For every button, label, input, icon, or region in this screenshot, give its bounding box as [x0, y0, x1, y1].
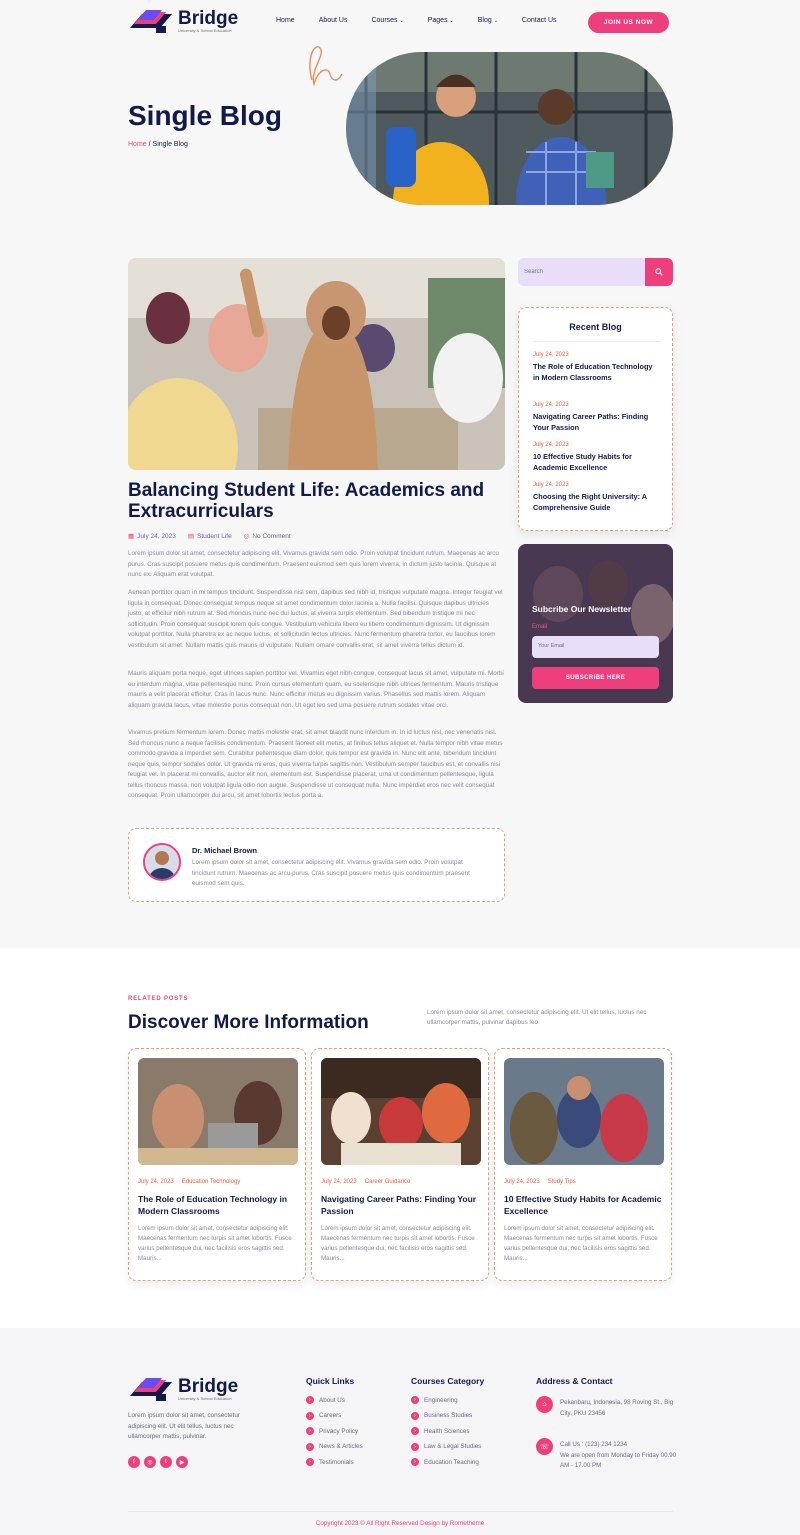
chevron-right-icon: ›: [306, 1427, 314, 1435]
footer-address-text: Pekanbaru, Indonesia, 98 Roving St., Big City, PKU 23456: [560, 1399, 674, 1417]
related-card[interactable]: [311, 1048, 489, 1281]
recent-post-date: July 24, 2023: [533, 402, 569, 408]
related-card-image: [138, 1058, 298, 1165]
recent-post-title[interactable]: The Role of Education Technology in Modern Classrooms: [533, 362, 653, 382]
footer-link[interactable]: [411, 1443, 484, 1451]
footer-hours-text: We are open from Monday to Friday 00.90 AM - 17.00 PM: [560, 1451, 677, 1469]
chevron-right-icon: ›: [306, 1458, 314, 1466]
author-avatar: [143, 843, 181, 881]
search-input[interactable]: [518, 258, 645, 286]
footer-link[interactable]: [306, 1396, 363, 1404]
post-paragraph-3: Mauris aliquam porta neque, eget ultrices sapien porttitor vel. Vivamus eget nibh congue, consequat lacus sit amet, vulputate mi. Morbi eu interdum magna, vitae pellentesque nunc. Proin cursus elementum quam, eu scelerisque nibh ultrices fermentum. Mauris tristique mauris a velit placerat efficitur. Cras in lacus nunc. Nunc efficitur metus eu dignissim varius. Phasellus sed mattis lorem. Aliquam aliquam gravida lacus, vitae molestie purus consequat non. Ut eget leo sed urna posuere rutrum sodales vitae orci.: [128, 670, 504, 709]
recent-post-date: July 24, 2023: [533, 442, 569, 448]
nav-home[interactable]: Home: [276, 17, 295, 24]
footer-courses: [411, 1376, 484, 1474]
page-footer: [0, 1328, 800, 1535]
divider: [533, 341, 660, 342]
footer-phone-block: [560, 1440, 680, 1472]
chevron-down-icon: ⌄: [449, 18, 454, 24]
footer-logo[interactable]: [128, 1376, 238, 1402]
related-card-category[interactable]: Study Tips: [547, 1179, 576, 1185]
subscribe-button[interactable]: SUBSCRIBE HERE: [532, 667, 659, 689]
recent-post-item[interactable]: [533, 402, 660, 433]
nav-courses-label: Courses: [371, 17, 398, 24]
related-card-category[interactable]: Career Guidance: [364, 1179, 411, 1185]
footer-link[interactable]: [411, 1458, 484, 1466]
chevron-right-icon: ›: [411, 1396, 419, 1404]
footer-link[interactable]: [306, 1458, 363, 1466]
newsletter-widget: [518, 544, 673, 703]
author-name: Dr. Michael Brown: [192, 846, 258, 855]
newsletter-email-input[interactable]: Your Email: [532, 636, 659, 658]
breadcrumb-home[interactable]: Home: [128, 141, 147, 148]
recent-post-title[interactable]: Navigating Career Paths: Finding Your Passion: [533, 412, 649, 432]
chevron-down-icon: ⌄: [399, 18, 404, 24]
chevron-right-icon: ›: [411, 1458, 419, 1466]
footer-link-label: About Us: [319, 1396, 345, 1404]
related-description: Lorem ipsum dolor sit amet, consectetur adipiscing elit. Ut elit tellus, luctus nec ullamcorper mattis, pulvinar dapibus leo.: [427, 1009, 647, 1026]
brand-tagline: University & School Education: [178, 27, 232, 33]
recent-post-date: July 24, 2023: [533, 352, 569, 358]
brand-name: Bridge: [178, 7, 239, 29]
post-comments[interactable]: [244, 532, 291, 540]
page-header: [0, 0, 800, 240]
logo-mark-icon: [128, 8, 174, 34]
related-posts-section: [0, 948, 800, 1328]
post-title: Balancing Student Life: Academics and Extracurriculars: [128, 480, 485, 522]
footer-brand-name: Bridge: [178, 1375, 239, 1397]
footer-phone-text[interactable]: Call Us : (123) 234 1234: [560, 1441, 628, 1448]
recent-post-title[interactable]: 10 Effective Study Habits for Academic Excellence: [533, 452, 632, 472]
copyright-text: Copyright 2023 © All Right Reserved Design by Rometheme: [315, 1520, 485, 1527]
hero-students-illustration: [346, 52, 673, 205]
footer-description: Lorem ipsum dolor sit amet, consectetur adipiscing elit. Ut elit tellus, luctus nec ullamcorper mattis, pulvinar.: [128, 1412, 240, 1440]
footer-contact-title: Address & Contact: [536, 1376, 613, 1386]
newsletter-title: Subcribe Our Newsletter: [532, 604, 632, 614]
footer-link-label: Health Sciences: [424, 1427, 470, 1435]
post-date-text: July 24, 2023: [137, 533, 176, 540]
footer-link[interactable]: [306, 1427, 363, 1435]
page-title: Single Blog: [128, 100, 282, 131]
post-category[interactable]: [188, 532, 232, 540]
footer-courses-title: Courses Category: [411, 1376, 485, 1386]
related-card-meta: [504, 1179, 576, 1185]
footer-link[interactable]: [411, 1427, 484, 1435]
related-card-title[interactable]: 10 Effective Study Habits for Academic Excellence: [504, 1194, 662, 1216]
search-button[interactable]: [645, 258, 673, 286]
post-paragraph-4: Vivamus pretium fermentum lorem. Donec mattis molestie erat, sit amet blandit nunc interdum in. In id luctus nisl, nec venenatis nisl. Sed rhoncus nunc a neque facilisis condimentum. Praesent laoreet elit metus, at finibus tellus aliquet et. Nulla tempor nibh vitae metus commodo gravida a imperdiet sem. Curabitur pellentesque diam dolor, quis tempor est gravida in. Nunc elit ante, bibendum tincidunt neque quis, tempor sodales dolor. Ut gravida mi eros, quis viverra turpis sagittis non. Vestibulum semper faucibus est, et convallis nisi feugiat vel. In placerat mi convallis, auctor elit non, elementum est. Suspendisse placerat, urna ut condimentum pellentesque, ligula tellus rhoncus massa, non volutpat ligula odio non augue. Suspendisse ut consequat nulla. Nunc imperdiet eros nec velit consequat consequat. Proin ullamcorper dui arcu, sit amet lobortis lectus porta a.: [128, 729, 503, 799]
social-links: [128, 1456, 188, 1468]
post-category-text: Student Life: [196, 533, 232, 540]
footer-link-label: News & Articles: [319, 1443, 363, 1450]
twitter-icon[interactable]: t: [160, 1456, 172, 1468]
post-date: [128, 532, 176, 540]
post-paragraph-1: Lorem ipsum dolor sit amet, consectetur adipiscing elit. Vivamus gravida sem odio. Proin volutpat tincidunt rutrum. Maecenas ac arcu purus. Cras suscipit posuere metus quis condimentum. Praesent euismod sem quis lorem viverra, in dictum justo lacinia. Quisque at nunc ex. Aliquam erat volutpat.: [128, 550, 499, 578]
search-icon: [655, 268, 663, 276]
nav-about[interactable]: About Us: [318, 17, 348, 24]
logo-mark-icon: [128, 1376, 174, 1402]
related-card-text: Lorem ipsum dolor sit amet, consectetur adipiscing elit. Maecenas fermentum nec turpis sit amet lobortis. Fusce varius pellentesque dui, nec facilisis eros sagittis sed. Mauris...: [504, 1225, 658, 1262]
footer-link-label: Education Teaching: [424, 1458, 479, 1466]
join-us-button[interactable]: JOIN US NOW: [588, 12, 669, 33]
post-paragraph-2: Aenean porttitor quam in mi tempus tincidunt. Suspendisse nisl sem, dapibus sed nibh id, tristique vulputate magna. Integer feugiat vel ligula in consequat. Donec consequat tempus neque sit amet condimentum dolor lacinia a. Nulla facilisi. Quisque dapibus ultricies justo, at efficitur nibh rutrum at. Sed rhoncus nunc nec dui luctus, at viverra turpis elementum. Sed bibendum tristique mi nec sollicitudin. Proin consequat suscipit lorem quis congue. Vestibulum vehicula libero eu libero condimentum dignissim. Ut dignissim volutpat porttitor. Nulla pharetra ex ac neque luctus, et sollicitudin lectus ultricies. Nunc fermentum pharetra tortor, eu faucibus lorem vestibulum sit amet. Nullam mattis quis mauris id vulputate. Nullam ornare convallis erat, sit amet viverra tellus dictum id.: [128, 589, 503, 649]
phone-icon: ☏: [536, 1438, 553, 1455]
footer-link-label: Business Studies: [424, 1412, 473, 1419]
main-nav: [276, 17, 581, 24]
newsletter-email-label: Email: [532, 624, 548, 630]
folder-icon: ▤: [187, 533, 194, 540]
related-card-date: July 24, 2023: [321, 1179, 357, 1185]
comment-icon: ◎: [243, 533, 250, 540]
footer-link-label: Law & Legal Studies: [424, 1443, 482, 1450]
recent-post-title[interactable]: Choosing the Right University: A Comprehensive Guide: [533, 492, 647, 512]
footer-link-label: Careers: [319, 1412, 342, 1419]
breadcrumb: [128, 141, 188, 148]
breadcrumb-current: Single Blog: [152, 141, 188, 148]
nav-blog-label: Blog: [477, 17, 492, 24]
location-icon: ⌂: [536, 1396, 553, 1413]
footer-link-label: Privacy Policy: [319, 1427, 359, 1435]
related-eyebrow: RELATED POSTS: [128, 996, 189, 1002]
recent-post-item[interactable]: [533, 352, 660, 383]
recent-post-item[interactable]: [533, 442, 660, 473]
nav-courses[interactable]: [371, 17, 403, 24]
footer-quick-title: Quick Links: [306, 1376, 355, 1386]
related-card-text: Lorem ipsum dolor sit amet, consectetur adipiscing elit. Maecenas fermentum nec turpis sit amet lobortis. Fusce varius pellentesque dui, nec facilisis eros sagittis sed. Mauris...: [138, 1225, 292, 1262]
author-bio: Lorem ipsum dolor sit amet, consectetur adipiscing elit. Vivamus gravida sem odio. Proin volutpat tincidunt rutrum. Maecenas ac arcu purus. Cras suscipit posuere metus quis condimentum praesent euismod sem quis.: [192, 859, 470, 887]
instagram-icon[interactable]: ◎: [144, 1456, 156, 1468]
related-card[interactable]: [128, 1048, 306, 1281]
classroom-illustration: [128, 258, 505, 470]
sidebar-search: [518, 258, 673, 286]
footer-link[interactable]: [411, 1396, 484, 1404]
footer-quick-links: [306, 1376, 363, 1474]
chevron-right-icon: ›: [306, 1443, 314, 1451]
related-card-title[interactable]: Navigating Career Paths: Finding Your Passion: [321, 1194, 477, 1216]
facebook-icon[interactable]: f: [128, 1456, 140, 1468]
recent-blog-title: Recent Blog: [569, 322, 622, 332]
footer-brand-tagline: University & School Education: [178, 1395, 232, 1401]
breadcrumb-separator: /: [146, 141, 153, 148]
footer-link-label: Testimonials: [319, 1458, 354, 1466]
chevron-right-icon: ›: [411, 1427, 419, 1435]
nav-pages[interactable]: [428, 17, 454, 24]
recent-blog-widget: [518, 307, 673, 531]
nav-contact[interactable]: Contact Us: [521, 17, 557, 24]
related-card[interactable]: [494, 1048, 672, 1281]
chevron-right-icon: ›: [306, 1412, 314, 1420]
chevron-right-icon: ›: [411, 1443, 419, 1451]
post-comments-text: No Comment: [252, 533, 291, 540]
recent-post-date: July 24, 2023: [533, 482, 569, 488]
related-card-image: [321, 1058, 481, 1165]
related-title: Discover More Information: [128, 1012, 369, 1033]
hero-image: [346, 52, 673, 205]
nav-blog[interactable]: [478, 17, 498, 24]
related-card-meta: [321, 1179, 410, 1185]
footer-link[interactable]: [411, 1412, 484, 1420]
related-card-date: July 24, 2023: [138, 1179, 174, 1185]
squiggle-decoration-icon: [300, 40, 344, 88]
chevron-right-icon: ›: [306, 1396, 314, 1404]
youtube-icon[interactable]: ▶: [176, 1456, 188, 1468]
related-card-image: [504, 1058, 664, 1165]
related-card-meta: [138, 1179, 240, 1185]
author-box: [128, 828, 505, 902]
footer-link[interactable]: [306, 1412, 363, 1420]
nav-pages-label: Pages: [427, 17, 448, 24]
recent-post-item[interactable]: [533, 482, 660, 513]
related-card-date: July 24, 2023: [504, 1179, 540, 1185]
footer-divider: [128, 1511, 673, 1512]
chevron-down-icon: ⌄: [493, 18, 498, 24]
calendar-icon: ▦: [128, 533, 135, 540]
brand-logo[interactable]: [128, 8, 238, 34]
footer-link-label: Engineering: [424, 1396, 458, 1404]
related-card-text: Lorem ipsum dolor sit amet, consectetur adipiscing elit. Maecenas fermentum nec turpis sit amet lobortis. Fusce varius pellentesque dui, nec facilisis eros sagittis sed. Mauris...: [321, 1225, 475, 1262]
post-featured-image: [128, 258, 505, 470]
footer-link[interactable]: [306, 1443, 363, 1451]
related-card-title[interactable]: The Role of Education Technology in Modern Classrooms: [138, 1194, 288, 1216]
footer-contact-title-wrap: [536, 1376, 613, 1396]
chevron-right-icon: ›: [411, 1412, 419, 1420]
post-meta: [128, 532, 291, 540]
related-card-category[interactable]: Education Technology: [181, 1179, 241, 1185]
